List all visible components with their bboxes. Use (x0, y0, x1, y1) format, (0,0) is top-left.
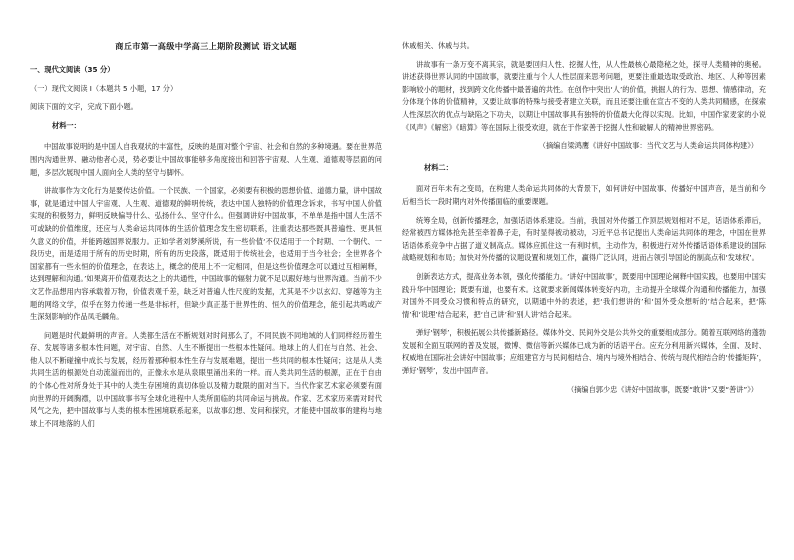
subsection-heading: （一）现代文阅读 I（本题共 5 小题，17 分） (30, 83, 178, 93)
right-column (402, 40, 766, 396)
reading-instruction: 阅读下面的文字，完成下面小题。 (30, 102, 138, 112)
paragraph: 问题是时代最鲜明的声音。人类都生活在不断规划对时间那么了，不同民族不同地域的人们同样经历着生存、发展等诸多根本性问题，对宇宙、自然、人生不断提出一些根本性疑问。地球上的人们在与自然、社会、他人以不断碰撞中成长与发展，经历着那种根本性生存与发展难题，提出一些共同的根本性疑问；这是从人类共同生活的根源处自动流溢而出的，正像永水是从泉眼里涌出来的一样。而人类共同生活的根源，正在于自由的个体心性对所身处于其中的人类生存困境的真切体验以及精力耽限的面对当下。当代作家艺术家必须要有面向世界的开阔胸襟，以中国故事书写全球化进程中人类所面临的共同命运与挑战。作家、艺术家历来需对时代风气之先，把中国故事与人类的根本性困境联系起来，以故事幻想、发问和探究，才能使中国故事的建构与地球上不同地落的人们 (30, 330, 382, 428)
source-citation: （摘编自梁鸿鹰《讲好中国故事：当代文艺与人类命运共同体构建》） (538, 141, 758, 151)
paragraph: 统筹全局，创新传播理念，加强话语体系建设。当前，我国对外传播工作顶层规划相对不足，话语体系滞后，经常被西方媒体抢先甚至牵着鼻子走，有时显得被动被动，习近平总书记提出人类命运共同体的理念，中国在世界话语体系竞争中占据了道义制高点。媒体应抓住这一有利时机，主动作为，积极进行对外传播话语体系建设的国际战略规划和布局；加快对外传播的议题设置和规划工作，赢得广泛认同，进而占领引导国论的制高点和‘发球权’。 (402, 215, 766, 263)
paragraph: 讲故事有一条万变不离其宗，就是要回归人性、挖掘人性，从人性最核心最隐秘之处，探寻人类精神的奥秘。讲述获得世界认同的中国故事，就要注重与个人人性层面来思考问题，更要注重最选取受政治、地区、人种等因素影响较小的题材，找到跨文化传播中最普遍的共性。在创作中突出‘人’的价值，挑掘人的行为、思想、情感律动，充分体现个体的价值精神，又要让故事的特殊与接受者建立关联，而且还要注重在宣古不变的人类共同精感，在探索人性深层次的优点与缺陷之下功夫，以期让中国故事具有独特的价值最大化得以实现。比如，中国作家麦家的小说《风声》《解密》《暗算》等在国际上很受欢迎，就在于作家善于挖掘人性和破解人的精神世界密码。 (402, 59, 766, 132)
exam-title: 商丘市第一高级中学高三上期阶段测试 语文试题 (115, 41, 297, 51)
left-column (30, 44, 382, 430)
section-heading: 一、现代文阅读（35 分） (30, 65, 115, 74)
paragraph: 中国故事说明的是中国人自我观状的丰富性，反映的是面对整个宇宙、社会和自然的多种境遇。要在世界范围内沟通世界、融动他者心灵，势必要让中国故事能够多角度接出和回答宇宙观、人生观、道德观等层面的问题，多层次展现中国人面向全人类的坚守与脚怀。 (30, 142, 382, 177)
paragraph: 创新表达方式，提高业务本领，强化传播能力。‘讲好中国故事’，既要用中国理论阐释中国实践，也要用中国实践升华中国理论；既要有道，也要有术。这就要求新闻媒体转变好内功，主动提升全球媒介沟通和传播能力，加强对国外不同受众习惯和特点的研究，以期通中外的表述，把‘我们想讲的’和‘国外受众想听的’结合起来，把‘陈情’和‘说理’结合起来，把‘自己讲’和‘别人讲’结合起来。 (402, 271, 766, 319)
material-two-label: 材料二： (424, 162, 453, 172)
paragraph: 休戚相关、休戚与共。 (402, 41, 474, 50)
source-citation: （摘编自郭少忠《讲好中国故事，既要“敢讲”又要“善讲”》） (567, 384, 758, 394)
material-one-label: 材料一： (52, 120, 81, 130)
paragraph: 弹好‘钢琴’，积极拓展公共传播新路径。媒体外交、民间外交是公共外交的重要组成部分。随着互联网络的蓬勃发展和全面互联网的普及发展，微博、微信等新兴媒体已成为新的话语平台。应充分利用新兴媒体，全面、及时、权威地在国际社会讲好中国故事；应组建官方与民间相结合、境内与境外相结合、传统与现代相结合的‘传播矩阵’，弹好‘钢琴’，发出中国声音。 (402, 328, 766, 376)
paragraph: 讲故事作为文化行为是要传达价值。一个民族、一个国家，必须要有积极的思想价值、道德力量，讲中国故事，就是通过中国人宇宙观、人生观、道德观的鲜明传统，表达中国人独特的价值理念诉求，书写中国人价值实现的积极努力，鲜明反映偏导什么、弘扬什么、坚守什么。但强调讲好中国故事，不单单是指中国人生活不可或缺的价值维度，还应与人类命运共同体的生活价值理念发生密切联系，注重表达那些既具普遍性、更具恒久意义的价值，并能跨越国界说服力。正如学者刘梦溪所说，有一些价值‘不仅适用于一个时期、一个朝代、一段历史，而是适用于所有的历史时期，所有的历史段落，既适用于传统社会，也适用于当今社会；全世界各个国家都有一些永恒的价值理念，在表达上，概念的使用上不一定相同，但是这些价值理念可以通过互相阐释，达到理解和沟通。’如果离开价值观表达之上的共通性，中国故事的辐射力就不足以跟好地与世界沟通。当前不少文艺作品想用内容承载着万物，价值表观千差，缺乏对普遍人性尺度的发掘，尤其是不少以玄幻、穿越等为主题的网络文学，似乎在努力传递一些是非标杆，但缺少真正基于世界性的、恒久的价值理念，能引起共鸣或产生深刻影响的作品凤毛麟角。 (30, 186, 382, 322)
paragraph: 面对百年未有之变局，在构建人类命运共同体的大背景下，如何讲好中国故事、传播好中国声音，是当前和今后相当长一段时期内对外传播面临的重要课题。 (402, 184, 766, 206)
